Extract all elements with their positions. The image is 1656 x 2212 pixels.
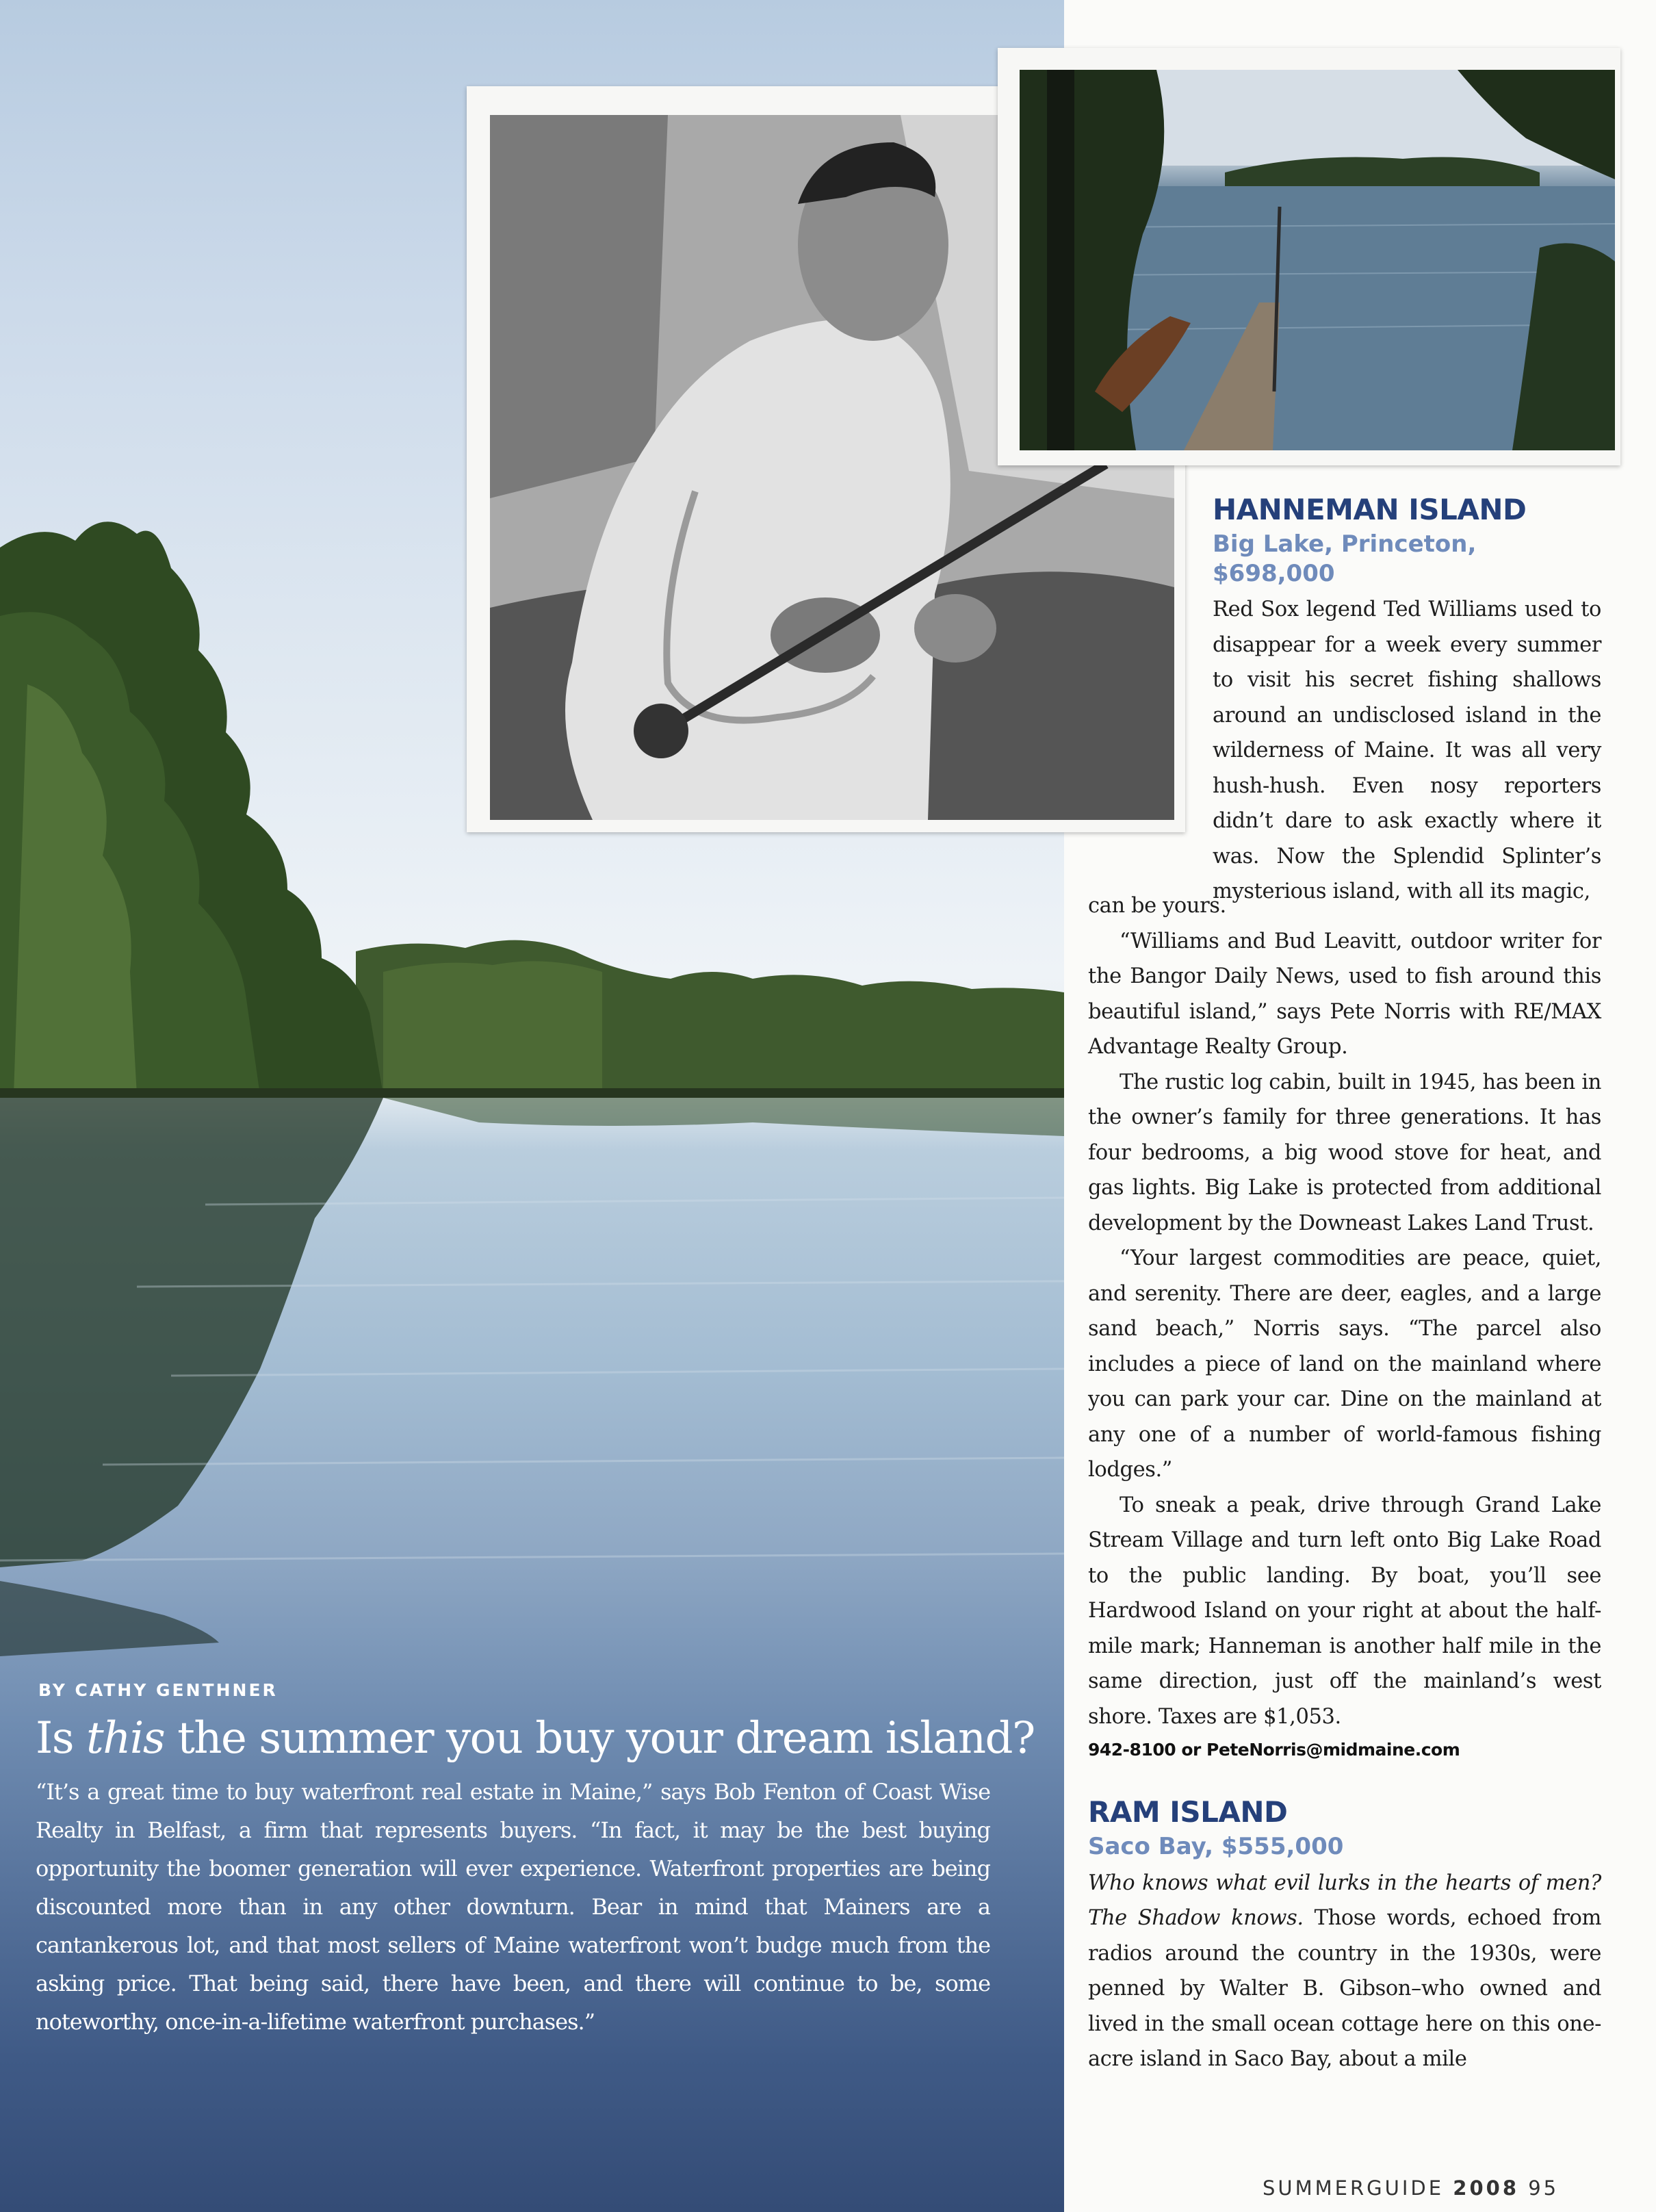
headline-pre: Is (36, 1713, 86, 1764)
issue-year: 2008 (1453, 2176, 1519, 2200)
hanneman-island-title: HANNEMAN ISLAND (1213, 493, 1527, 526)
dock-lake-photo (1020, 70, 1615, 450)
ram-island-p1-text: Those words, echoed from radios around the country in the 1930s, were penned by Walter B. Gibson–who owned and lived in the small ocean cottage here on this one-acre island in Saco Bay, about a mile (1088, 1906, 1601, 2072)
page-footer (1263, 2176, 1559, 2200)
ram-island-section (1088, 1795, 1601, 2077)
ram-island-body (1088, 1866, 1601, 2077)
hanneman-island-contact: 942-8100 or PeteNorris@midmaine.com (1088, 1740, 1460, 1760)
hanneman-island-p5: To sneak a peak, drive through Grand Lake Stream Village and turn left onto Big Lake Road to the public landing. By boat, you’ll see Hardwood Island on your right at about the half-mile mark; Hanneman is another half mile in the same direction, just off the mainland’s west shore. Taxes are $1,053. (1088, 1493, 1601, 1729)
ram-island-p1 (1088, 1866, 1601, 2077)
feature-headline (36, 1714, 1048, 1762)
hanneman-island-subtitle: Big Lake, Princeton, $698,000 (1213, 530, 1477, 587)
dock-illustration (1020, 70, 1615, 450)
hanneman-island-p1-end: can be yours. (1088, 894, 1226, 918)
ram-island-title: RAM ISLAND (1088, 1795, 1288, 1829)
article-column (1088, 888, 1601, 2077)
headline-emphasis: this (86, 1713, 165, 1764)
hanneman-island-p1-top: Red Sox legend Ted Williams used to disappear for a week every summer to visit his secret fishing shallows around an undisclosed island in the wilderness of Maine. It was all very hush-hush. Even nosy reporters didn’t dare to ask exactly where it was. Now the Splendid Splinter’s mysterious island, with all its magic, (1213, 597, 1601, 904)
headline-post: the summer you buy your dream island? (164, 1713, 1035, 1764)
ram-island-p1-italic: Who knows what evil lurks in the hearts of men? The Shadow knows. (1088, 1870, 1601, 1931)
hanneman-island-p2: “Williams and Bud Leavitt, outdoor writer for the Bangor Daily News, used to fish around this beautiful island,” says Pete Norris with RE/MAX Advantage Realty Group. (1088, 929, 1601, 1059)
feature-intro: “It’s a great time to buy waterfront real estate in Maine,” says Bob Fenton of Coast Wise Realty in Belfast, a firm that represents buyers. “In fact, it may be the best buying opportunity the boomer generation will ever experience. Waterfront properties are being discounted more than in any other downturn. Bear in mind that Mainers are a cantankerous lot, and that most sellers of Maine waterfront won’t budge much from the asking price. That being said, there have been, and there will continue to be, some noteworthy, once-in-a-lifetime waterfront purchases.” (36, 1779, 990, 2035)
hanneman-island-p3: The rustic log cabin, built in 1945, has been in the owner’s family for three generations. It has four bedrooms, a big wood stove for heat, and gas lights. Big Lake is protected from additional development by the Downeast Lakes Land Trust. (1088, 1070, 1601, 1235)
ram-island-subtitle: Saco Bay, $555,000 (1088, 1833, 1344, 1861)
dock-photo-frame (998, 48, 1620, 465)
hanneman-island-body (1088, 888, 1601, 1734)
magazine-name: SUMMERGUIDE (1263, 2176, 1445, 2200)
byline: BY CATHY GENTHNER (38, 1680, 278, 1700)
hanneman-island-header (1213, 493, 1601, 910)
hanneman-island-p4: “Your largest commodities are peace, quiet, and serenity. There are deer, eagles, and a large sand beach,” Norris says. “The parcel also includes a piece of land on the mainland where you can park your car. Dine on the mainland at any one of a number of world-famous fishing lodges.” (1088, 1246, 1601, 1482)
page-number: 95 (1528, 2176, 1560, 2200)
